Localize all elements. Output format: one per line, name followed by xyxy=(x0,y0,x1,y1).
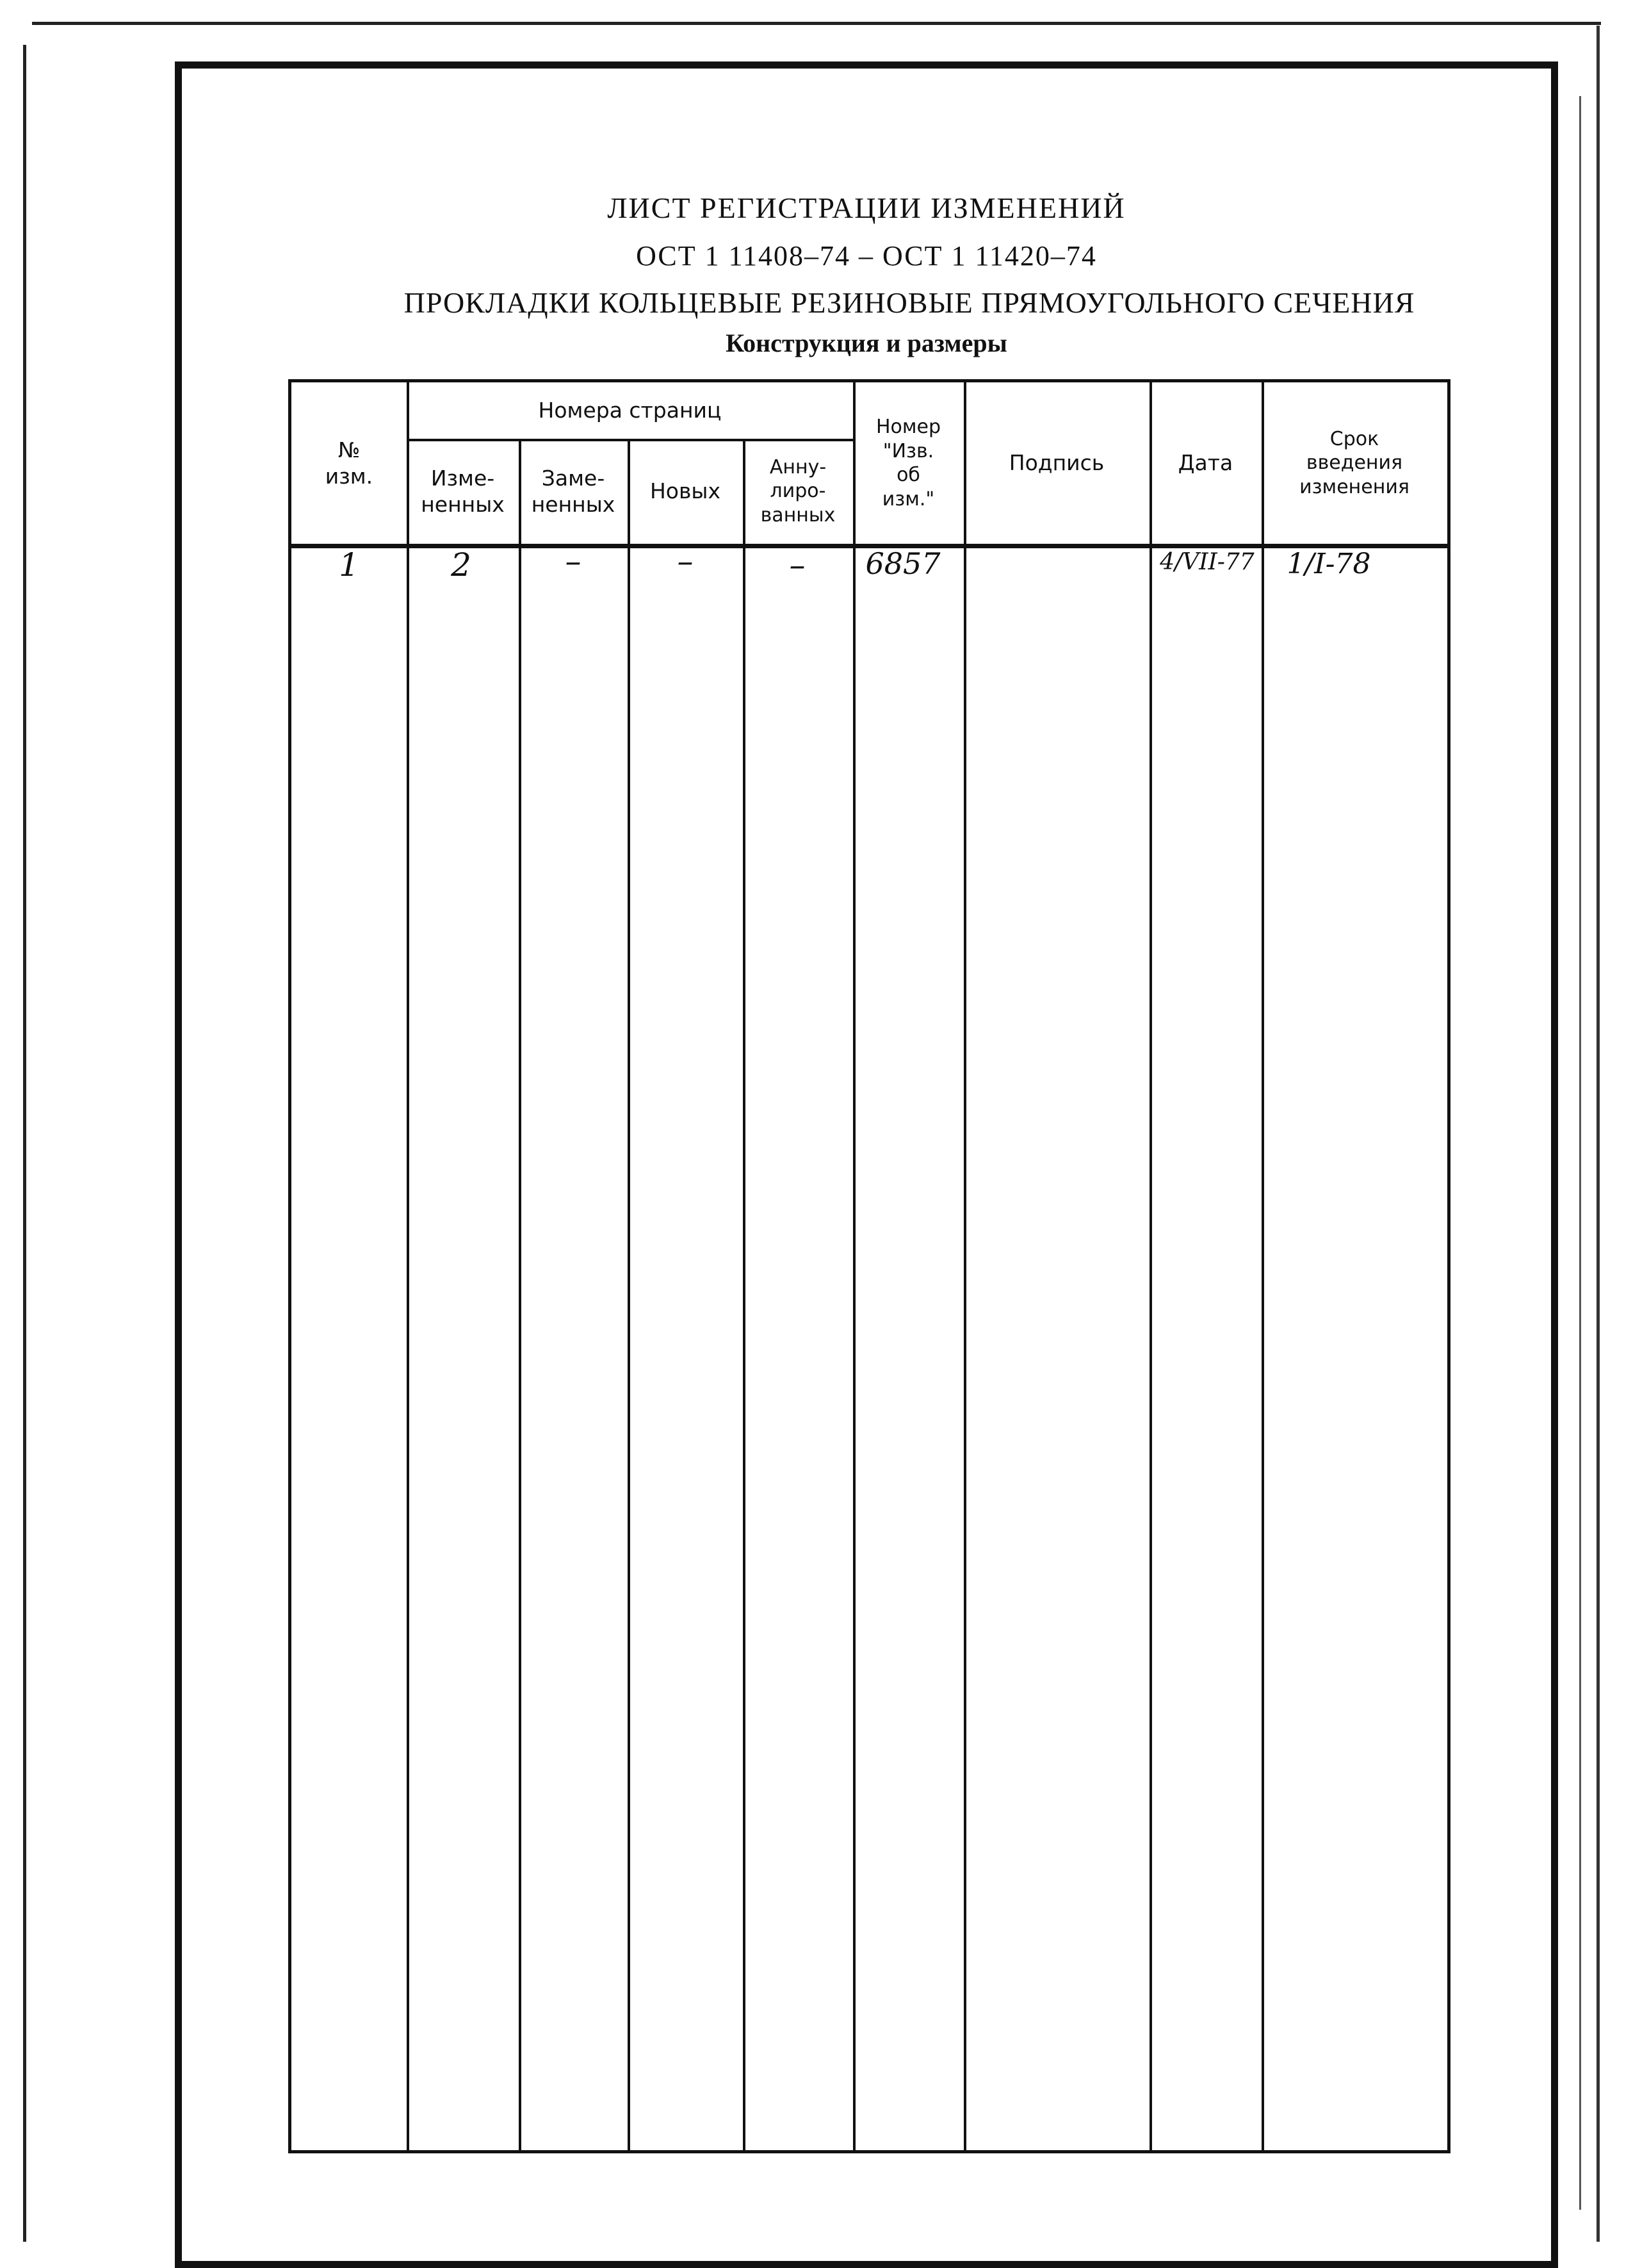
row-new-pages: – xyxy=(677,543,694,580)
row-date: 4/VII-77 xyxy=(1160,549,1255,575)
col-divider xyxy=(964,382,966,2150)
scan-edge-right-inner xyxy=(1579,96,1581,2210)
scan-edge-right xyxy=(1596,26,1600,2242)
header-replaced: Заме- ненных xyxy=(531,465,615,517)
header-annulled: Анну- лиро- ванных xyxy=(760,455,836,526)
col-divider xyxy=(407,382,409,2150)
col-divider xyxy=(1150,382,1152,2150)
scan-edge-left xyxy=(23,45,26,2242)
row-change-number: 1 xyxy=(339,546,359,583)
row-notice-number: 6857 xyxy=(865,546,941,581)
header-page-numbers: Номера страниц xyxy=(538,398,722,423)
row-effective-date: 1/I-78 xyxy=(1287,548,1371,580)
col-divider xyxy=(628,439,630,2150)
col-divider xyxy=(519,439,521,2150)
col-divider xyxy=(743,439,745,2150)
standard-numbers: ОСТ 1 11408–74 – ОСТ 1 11420–74 xyxy=(636,240,1097,272)
header-notice-number: Номер "Изв. об изм." xyxy=(875,416,941,510)
header-date: Дата xyxy=(1178,450,1233,476)
row-annulled-pages: – xyxy=(789,546,806,583)
row-changed-pages: 2 xyxy=(451,546,471,583)
col-divider xyxy=(853,382,856,2150)
document-title: ЛИСТ РЕГИСТРАЦИИ ИЗМЕНЕНИЙ xyxy=(607,192,1126,224)
header-new: Новых xyxy=(649,478,721,504)
header-changed: Изме- ненных xyxy=(421,465,505,517)
product-title: ПРОКЛАДКИ КОЛЬЦЕВЫЕ РЕЗИНОВЫЕ ПРЯМОУГОЛЬНОГО СЕЧЕНИЯ xyxy=(403,286,1415,319)
header-change-number: № изм. xyxy=(325,437,373,489)
row-replaced-pages: – xyxy=(565,543,581,580)
scan-edge-top xyxy=(32,22,1601,25)
header-effective-date: Срок введения изменения xyxy=(1299,427,1410,498)
col-divider xyxy=(1262,382,1264,2150)
header-signature: Подпись xyxy=(1009,450,1105,476)
change-registration-table xyxy=(288,379,1450,2153)
subtitle: Конструкция и размеры xyxy=(726,329,1007,357)
